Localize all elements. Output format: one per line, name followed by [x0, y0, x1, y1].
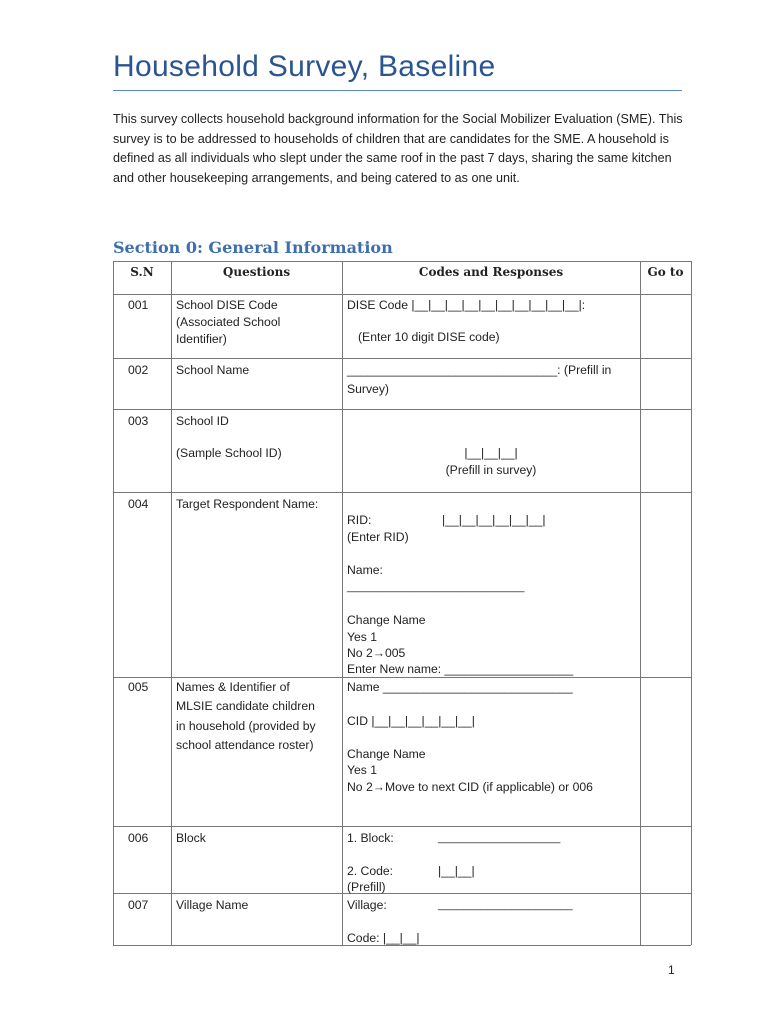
- response-note: Survey): [347, 382, 389, 396]
- child-name-field: Name ____________________________: [347, 680, 573, 694]
- question-text: Block: [176, 831, 206, 845]
- question-text: Names & Identifier of: [176, 680, 290, 694]
- question-text: (Associated School: [176, 315, 281, 329]
- school-name-field: _______________________________: (Prefill in: [347, 363, 612, 377]
- row-sn: 005: [128, 680, 149, 694]
- change-name-label: Change Name: [347, 747, 426, 761]
- document-title: Household Survey, Baseline: [113, 50, 496, 83]
- rid-field: |__|__|__|__|__|__|: [442, 513, 546, 527]
- table-col-divider-codes: [640, 261, 641, 945]
- code-label: 2. Code:: [347, 864, 394, 878]
- response-note: (Enter 10 digit DISE code): [358, 330, 500, 344]
- header-questions: Questions: [222, 265, 291, 279]
- row-divider: [113, 893, 691, 894]
- header-goto: Go to: [647, 265, 684, 279]
- row-sn: 002: [128, 363, 149, 377]
- section-heading: Section 0: General Information: [113, 238, 393, 257]
- header-sn: S.N: [130, 265, 154, 279]
- row-sn: 007: [128, 898, 149, 912]
- row-divider: [113, 492, 691, 493]
- skip-arrow-icon: →: [372, 646, 385, 660]
- block-blank: ____________________: [438, 832, 561, 844]
- new-name-field: Enter New name: ___________________: [347, 662, 574, 676]
- school-id-field: |__|__|__|: [464, 446, 518, 460]
- option-no-label: No 2: [347, 780, 373, 794]
- row-divider: [113, 358, 691, 359]
- table-border-top: [113, 261, 691, 262]
- header-codes-responses: Codes and Responses: [418, 265, 564, 279]
- response-note: (Enter RID): [347, 530, 409, 544]
- village-blank: ______________________: [438, 899, 573, 911]
- question-text: (Sample School ID): [176, 446, 282, 460]
- rid-label: RID:: [347, 513, 372, 527]
- question-text: Target Respondent Name:: [176, 497, 319, 511]
- change-name-label: Change Name: [347, 613, 426, 627]
- response-note: (Prefill): [347, 880, 386, 894]
- page-number: 1: [668, 963, 675, 977]
- question-text: MLSIE candidate children: [176, 699, 315, 713]
- response-note: (Prefill in survey): [445, 463, 537, 477]
- cid-field: CID |__|__|__|__|__|__|: [347, 714, 475, 728]
- intro-paragraph: This survey collects household background information for the Social Mobilizer Evaluation (SME). This survey is to be addressed to households of children that are candidates for the SME. A household is defined as all individuals who slept under the same roof in the past 7 days, sharing the same kitchen and other housekeeping arrangements, and being catered to as one unit.: [113, 112, 683, 185]
- question-text: School Name: [176, 363, 250, 377]
- question-text: Village Name: [176, 898, 249, 912]
- name-blank: _____________________________: [347, 581, 525, 593]
- row-sn: 003: [128, 414, 149, 428]
- row-sn: 006: [128, 831, 149, 845]
- village-code-field: Code: |__|__|: [347, 931, 420, 945]
- question-text: School ID: [176, 414, 229, 428]
- skip-target: Move to next CID (if applicable) or 006: [384, 780, 593, 794]
- option-no: [347, 779, 593, 796]
- village-label: Village:: [347, 898, 387, 912]
- row-sn: 004: [128, 497, 149, 511]
- table-border-right: [691, 261, 692, 945]
- block-code-field: |__|__|: [438, 864, 475, 878]
- row-sn: 001: [128, 298, 149, 312]
- table-header-divider: [113, 294, 691, 295]
- option-yes: Yes 1: [347, 630, 378, 644]
- question-text: School DISE Code: [176, 298, 278, 312]
- question-text: in household (provided by: [176, 719, 316, 733]
- table-col-divider-sn: [171, 261, 172, 945]
- name-label: Name:: [347, 563, 383, 577]
- question-text: Identifier): [176, 332, 227, 346]
- option-no: [347, 645, 405, 662]
- skip-target: 005: [384, 646, 406, 660]
- table-col-divider-questions: [342, 261, 343, 945]
- title-underline: [113, 90, 682, 91]
- row-divider: [113, 409, 691, 410]
- block-label: 1. Block:: [347, 831, 394, 845]
- table-border-left: [113, 261, 114, 945]
- row-divider: [113, 826, 691, 827]
- skip-arrow-icon: →: [372, 780, 385, 794]
- option-yes: Yes 1: [347, 763, 378, 777]
- dise-code-field: DISE Code |__|__|__|__|__|__|__|__|__|__|:: [347, 298, 586, 312]
- question-text: school attendance roster): [176, 738, 314, 752]
- option-no-label: No 2: [347, 646, 373, 660]
